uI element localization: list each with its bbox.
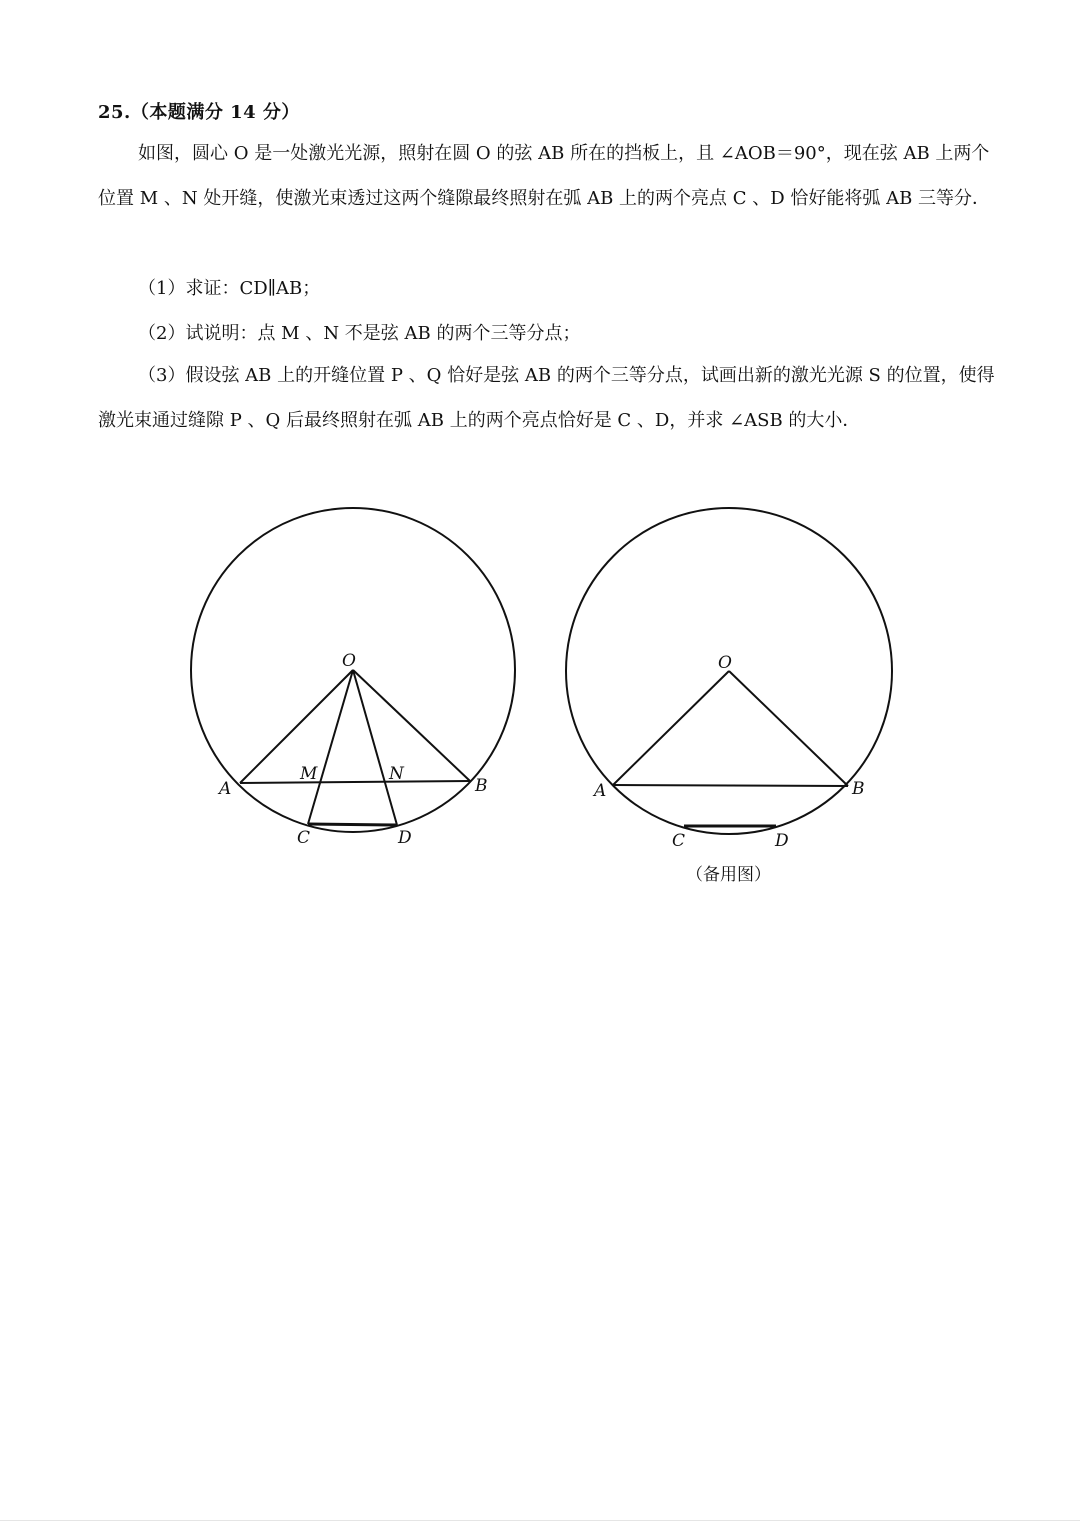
figure-main-labels bbox=[217, 651, 488, 848]
label-b-spare: B bbox=[852, 779, 865, 799]
segment-cd bbox=[308, 824, 397, 825]
label-a: A bbox=[219, 779, 232, 799]
figure-spare-labels bbox=[592, 653, 865, 851]
label-c: C bbox=[297, 828, 311, 848]
label-b: B bbox=[475, 776, 488, 796]
label-a-spare: A bbox=[594, 781, 607, 801]
segment-oa-spare bbox=[613, 671, 729, 785]
segment-ob bbox=[353, 670, 470, 781]
segment-ob-spare bbox=[729, 671, 848, 786]
label-o-spare: O bbox=[718, 653, 732, 673]
label-d-spare: D bbox=[775, 831, 789, 851]
beam-od bbox=[353, 670, 397, 825]
question-part-3: （3）假设弦 AB 上的开缝位置 P 、Q 恰好是弦 AB 的两个三等分点，试画出新的激光光源 S 的位置，使得激光束通过缝隙 P 、Q 后最终照射在弧 AB 上的两个亮点恰好是 C 、D，并求 ∠ASB 的大小． bbox=[98, 365, 995, 431]
figure-caption: （备用图） bbox=[686, 865, 771, 885]
question-title: 25.（本题满分 14 分） bbox=[98, 102, 300, 123]
chord-ab bbox=[240, 781, 470, 783]
chord-ab-spare bbox=[613, 785, 848, 786]
question-intro: 如图，圆心 O 是一处激光光源，照射在圆 O 的弦 AB 所在的挡板上，且 ∠AOB＝90°，现在弦 AB 上两个位置 M 、N 处开缝，使激光束透过这两个缝隙最终照射在弧 AB 上的两个亮点 C 、D 恰好能将弧 AB 三等分． bbox=[98, 143, 991, 209]
question-part-2: （2）试说明：点 M 、N 不是弦 AB 的两个三等分点； bbox=[138, 323, 581, 344]
page-edge bbox=[0, 1520, 1080, 1521]
label-d: D bbox=[398, 828, 412, 848]
label-n: N bbox=[389, 764, 404, 784]
geometry-figures bbox=[0, 490, 1080, 870]
label-o: O bbox=[342, 651, 356, 671]
label-c-spare: C bbox=[672, 831, 686, 851]
question-part-1: （1）求证：CD∥AB； bbox=[138, 278, 321, 299]
label-m: M bbox=[300, 764, 318, 784]
